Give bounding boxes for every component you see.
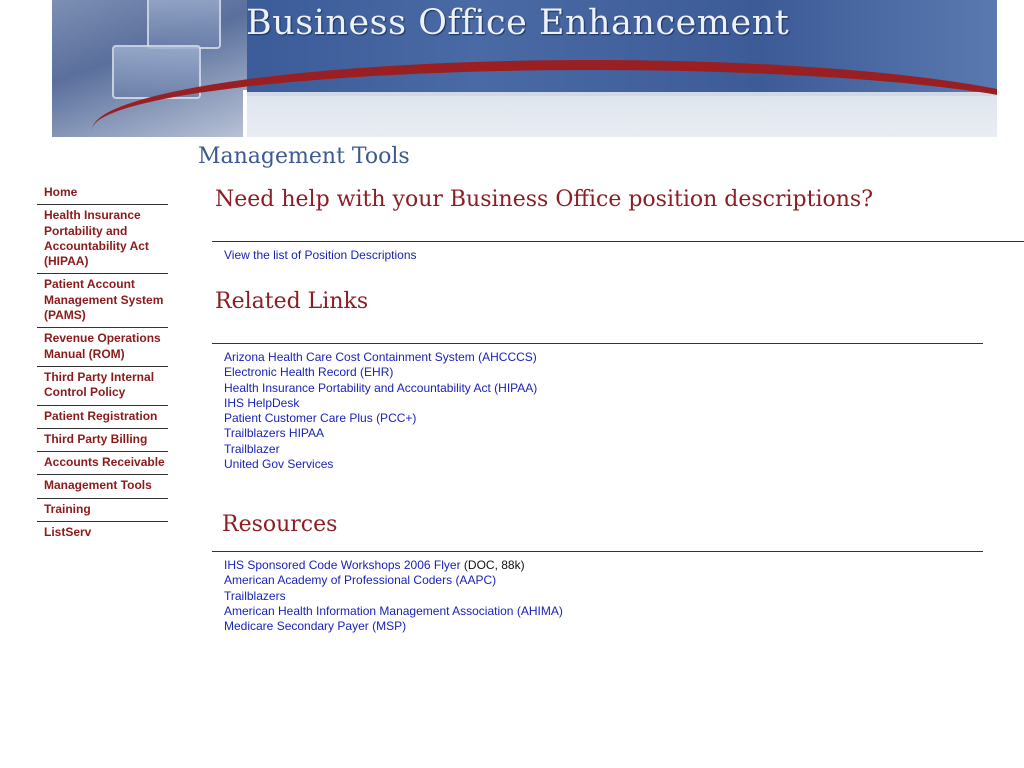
divider [212,551,983,552]
monitor-icon [147,0,221,49]
banner-title: Business Office Enhancement [246,3,790,43]
sidebar-item-hipaa[interactable]: Health Insurance Portability and Accountability Act (HIPAA) [37,205,168,274]
banner-divider [243,90,247,137]
link-code-workshops-flyer[interactable]: IHS Sponsored Code Workshops 2006 Flyer [224,558,461,572]
sidebar-item-internal-control[interactable]: Third Party Internal Control Policy [37,367,168,406]
link-trailblazers-hipaa[interactable]: Trailblazers HIPAA [224,426,325,441]
link-trailblazers[interactable]: Trailblazers [224,588,286,603]
flyer-file-info: (DOC, 88k) [460,558,525,572]
resources-heading: Resources [222,512,338,537]
page-title: Management Tools [198,144,410,169]
position-descriptions-link[interactable]: View the list of Position Descriptions [224,248,417,262]
link-ihs-helpdesk[interactable]: IHS HelpDesk [224,395,300,410]
sidebar-item-third-party-billing[interactable]: Third Party Billing [37,429,168,452]
divider [212,241,1024,242]
sidebar-item-listserv[interactable]: ListServ [44,525,92,540]
sidebar-item-management-tools[interactable]: Management Tools [37,475,168,498]
link-united-gov-services[interactable]: United Gov Services [224,457,334,472]
sidebar-item-patient-registration[interactable]: Patient Registration [37,406,168,429]
divider [212,343,983,344]
sidebar-item-training[interactable]: Training [37,499,168,522]
position-descriptions-section [224,248,417,263]
position-descriptions-heading: Need help with your Business Office position descriptions? [215,187,874,212]
link-msp[interactable]: Medicare Secondary Payer (MSP) [224,619,407,634]
related-links-heading: Related Links [215,289,369,314]
link-ahima[interactable]: American Health Information Management Association (AHIMA) [224,603,563,618]
link-trailblazer[interactable]: Trailblazer [224,441,280,456]
link-ahcccs[interactable]: Arizona Health Care Cost Containment System (AHCCCS) [224,350,537,364]
related-links-list [224,350,537,472]
link-hipaa[interactable]: Health Insurance Portability and Accountability Act (HIPAA) [224,380,538,395]
link-pcc-plus[interactable]: Patient Customer Care Plus (PCC+) [224,411,417,426]
link-ehr[interactable]: Electronic Health Record (EHR) [224,365,394,380]
link-aapc[interactable]: American Academy of Professional Coders (AAPC) [224,573,497,588]
sidebar-item-pams[interactable]: Patient Account Management System (PAMS) [37,274,168,328]
sidebar-item-home[interactable]: Home [37,182,168,205]
header-banner [52,0,997,137]
resources-list [224,558,563,634]
sidebar-item-rom[interactable]: Revenue Operations Manual (ROM) [37,328,168,367]
sidebar-nav [37,182,168,544]
flyer-row [224,558,563,573]
sidebar-item-accounts-receivable[interactable]: Accounts Receivable [37,452,168,475]
